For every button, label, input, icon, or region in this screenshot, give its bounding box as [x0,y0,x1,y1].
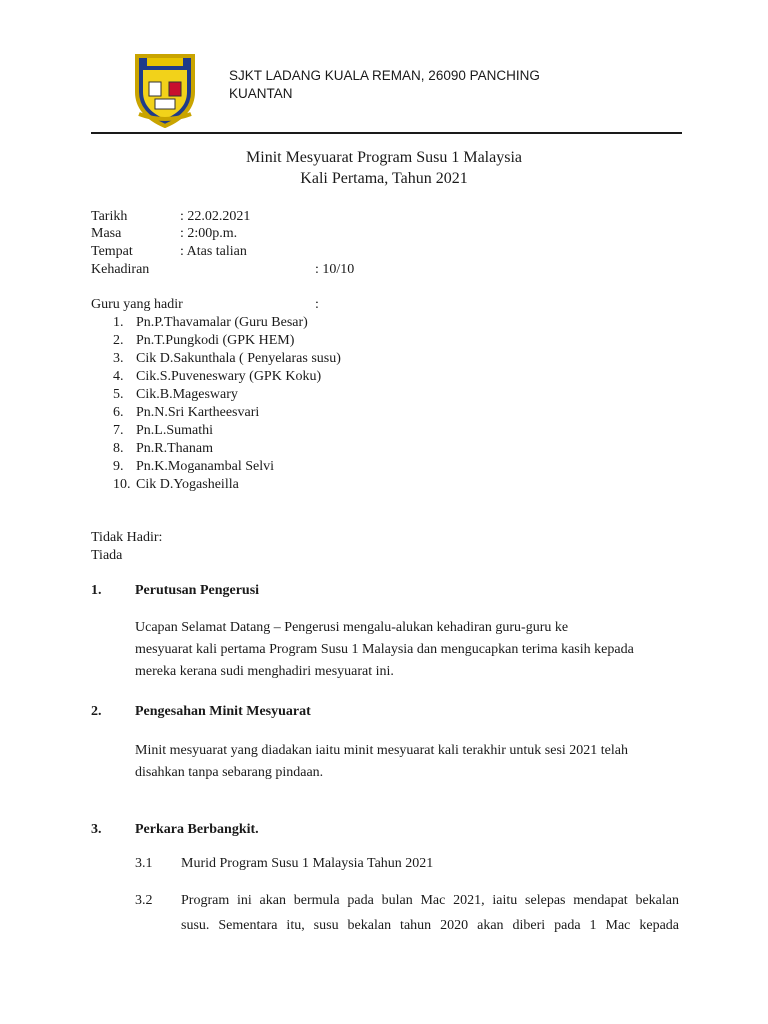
meta-label-date: Tarikh [91,209,128,224]
list-item [113,422,213,440]
meta-value-date: : 22.02.2021 [180,209,251,224]
paragraph-line: mereka kerana sudi menghadiri mesyuarat ini. [135,664,394,679]
meta-value-venue: : Atas talian [180,244,247,259]
list-item [113,350,341,368]
list-item-name: Pn.L.Sumathi [136,423,214,438]
meta-value-time: : 2:00p.m. [180,226,238,241]
list-item [113,386,238,404]
school-address [229,67,540,103]
list-item-number: 5. [113,387,124,402]
paragraph-line: disahkan tanpa sebarang pindaan. [135,765,324,780]
meta-value-attendance: : 10/10 [315,262,355,277]
subitem-text: Program ini akan bermula pada bulan Mac 2021, iaitu selepas mendapat bekalan [181,893,679,908]
list-item-name: Pn.N.Sri Kartheesvari [136,405,260,420]
list-item-number: 10. [113,477,131,492]
paragraph-line: mesyuarat kali pertama Program Susu 1 Malaysia dan mengucapkan terima kasih kepada [135,642,634,657]
header-divider [91,132,682,134]
list-item [113,440,213,458]
school-crest-logo [133,52,197,128]
paragraph-line: Ucapan Selamat Datang – Pengerusi mengalu-alukan kehadiran guru-guru ke [135,620,569,635]
list-item-number: 1. [113,315,124,330]
list-item-name: Pn.P.Thavamalar (Guru Besar) [136,315,308,330]
section-number: 3. [91,822,102,837]
list-item-number: 3. [113,351,124,366]
school-city-line: KUANTAN [229,86,293,101]
meta-label-venue: Tempat [91,244,133,259]
list-item-number: 8. [113,441,124,456]
meta-label-time: Masa [91,226,122,241]
section-paragraph [135,617,675,683]
meta-label-attendance: Kehadiran [91,262,150,277]
subitem-text: Murid Program Susu 1 Malaysia Tahun 2021 [181,856,434,871]
list-item-name: Pn.R.Thanam [136,441,213,456]
subitem-number: 3.1 [135,856,153,871]
list-item-name: Pn.K.Moganambal Selvi [136,459,275,474]
list-item [113,332,294,350]
attendees-label: Guru yang hadir [91,297,183,312]
section-title: Perutusan Pengerusi [135,583,260,598]
attendees-colon: : [315,297,319,312]
absent-label: Tidak Hadir: [91,530,163,545]
list-item-number: 2. [113,333,124,348]
section-title: Perkara Berbangkit. [135,822,259,837]
document-title: Minit Mesyuarat Program Susu 1 Malaysia [246,149,522,166]
subitem-number: 3.2 [135,893,153,908]
section-paragraph [135,740,675,784]
list-item [113,314,308,332]
list-item [113,368,321,386]
list-item [113,458,274,476]
absent-value: Tiada [91,548,123,563]
subitem-text: susu. Sementara itu, susu bekalan tahun 2020 akan diberi pada 1 Mac kepada [181,918,679,933]
list-item [113,476,239,494]
list-item-number: 7. [113,423,124,438]
school-name-line: SJKT LADANG KUALA REMAN, 26090 PANCHING [229,68,540,83]
list-item-number: 6. [113,405,124,420]
list-item-name: Pn.T.Pungkodi (GPK HEM) [136,333,295,348]
section-number: 2. [91,704,102,719]
list-item-name: Cik D.Sakunthala ( Penyelaras susu) [136,351,341,366]
list-item [113,404,259,422]
document-subtitle: Kali Pertama, Tahun 2021 [300,170,468,187]
list-item-name: Cik.S.Puveneswary (GPK Koku) [136,369,322,384]
list-item-number: 9. [113,459,124,474]
list-item-name: Cik.B.Mageswary [136,387,238,402]
section-number: 1. [91,583,102,598]
paragraph-line: Minit mesyuarat yang diadakan iaitu minit mesyuarat kali terakhir untuk sesi 2021 telah [135,743,628,758]
list-item-name: Cik D.Yogasheilla [136,477,239,492]
list-item-number: 4. [113,369,124,384]
section-title: Pengesahan Minit Mesyuarat [135,704,311,719]
